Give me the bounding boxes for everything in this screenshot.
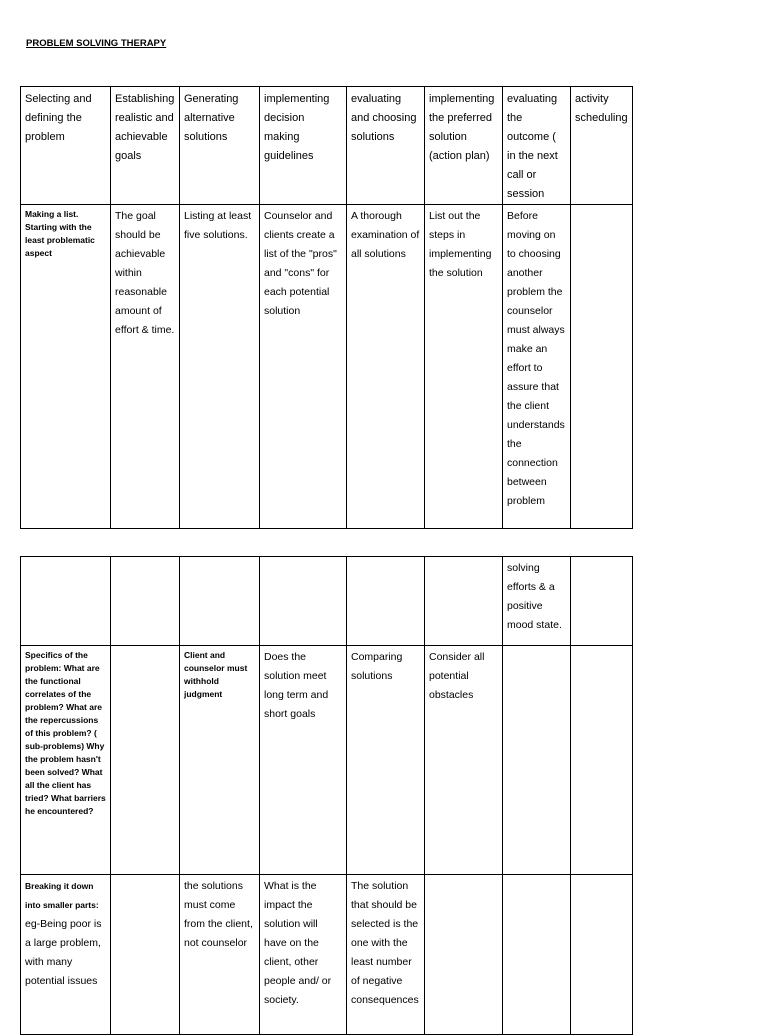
therapy-steps-table-page-1: [20, 86, 633, 529]
cell-before-moving-on: Before moving on to choosing another problem the counselor must always make an effort to assure that the client understands the connection between problem: [503, 205, 571, 529]
cell-empty: [571, 875, 633, 1035]
table-row: [21, 557, 633, 646]
cell-making-a-list: Making a list. Starting with the least problematic aspect: [21, 205, 111, 529]
cell-empty: [425, 557, 503, 646]
cell-breaking-it-down: [21, 875, 111, 1035]
header-evaluating-outcome: evaluating the outcome ( in the next call or session: [503, 87, 571, 205]
header-evaluating-choosing: evaluating and choosing solutions: [347, 87, 425, 205]
cell-long-short-goals: Does the solution meet long term and short goals: [260, 646, 347, 875]
table-header-row: [21, 87, 633, 205]
table-row: [21, 205, 633, 529]
therapy-steps-table-page-2: [20, 556, 633, 1035]
breaking-down-label: Breaking it down into smaller parts:: [25, 881, 99, 910]
cell-empty: [425, 875, 503, 1035]
cell-solving-efforts: solving efforts & a positive mood state.: [503, 557, 571, 646]
header-establishing-goals: Establishing realistic and achievable goals: [111, 87, 180, 205]
cell-empty: [111, 646, 180, 875]
header-implementing-solution: implementing the preferred solution (action plan): [425, 87, 503, 205]
cell-empty: [571, 557, 633, 646]
cell-thorough-examination: A thorough examination of all solutions: [347, 205, 425, 529]
cell-empty: [347, 557, 425, 646]
cell-empty: [503, 646, 571, 875]
cell-empty: [571, 205, 633, 529]
cell-potential-obstacles: Consider all potential obstacles: [425, 646, 503, 875]
cell-empty: [21, 557, 111, 646]
header-generating-solutions: Generating alternative solutions: [180, 87, 260, 205]
cell-listing-solutions: Listing at least five solutions.: [180, 205, 260, 529]
cell-specifics-of-problem: Specifics of the problem: What are the functional correlates of the problem? What are the repercussions of this problem? ( sub-problems) Why the problem hasn't been solved? What all the client has tried? What barriers he encountered?: [21, 646, 111, 875]
header-activity-scheduling: activity scheduling: [571, 87, 633, 205]
cell-withhold-judgment: Client and counselor must withhold judgment: [180, 646, 260, 875]
table-row: [21, 646, 633, 875]
cell-solutions-from-client: the solutions must come from the client, not counselor: [180, 875, 260, 1035]
header-selecting-defining-problem: Selecting and defining the problem: [21, 87, 111, 205]
cell-impact-of-solution: What is the impact the solution will have on the client, other people and/ or society.: [260, 875, 347, 1035]
cell-empty: [111, 557, 180, 646]
cell-goal-achievable: The goal should be achievable within reasonable amount of effort & time.: [111, 205, 180, 529]
cell-list-steps: List out the steps in implementing the solution: [425, 205, 503, 529]
cell-empty: [260, 557, 347, 646]
cell-empty: [503, 875, 571, 1035]
cell-comparing-solutions: Comparing solutions: [347, 646, 425, 875]
document-title: PROBLEM SOLVING THERAPY: [26, 38, 167, 49]
cell-pros-cons: Counselor and clients create a list of the "pros" and "cons" for each potential solution: [260, 205, 347, 529]
cell-empty: [571, 646, 633, 875]
cell-least-negative-consequences: The solution that should be selected is the one with the least number of negative consequences: [347, 875, 425, 1035]
cell-empty: [180, 557, 260, 646]
breaking-down-example: eg-Being poor is a large problem, with many potential issues: [25, 918, 102, 987]
header-decision-guidelines: implementing decision making guidelines: [260, 87, 347, 205]
table-row: [21, 875, 633, 1035]
cell-empty: [111, 875, 180, 1035]
